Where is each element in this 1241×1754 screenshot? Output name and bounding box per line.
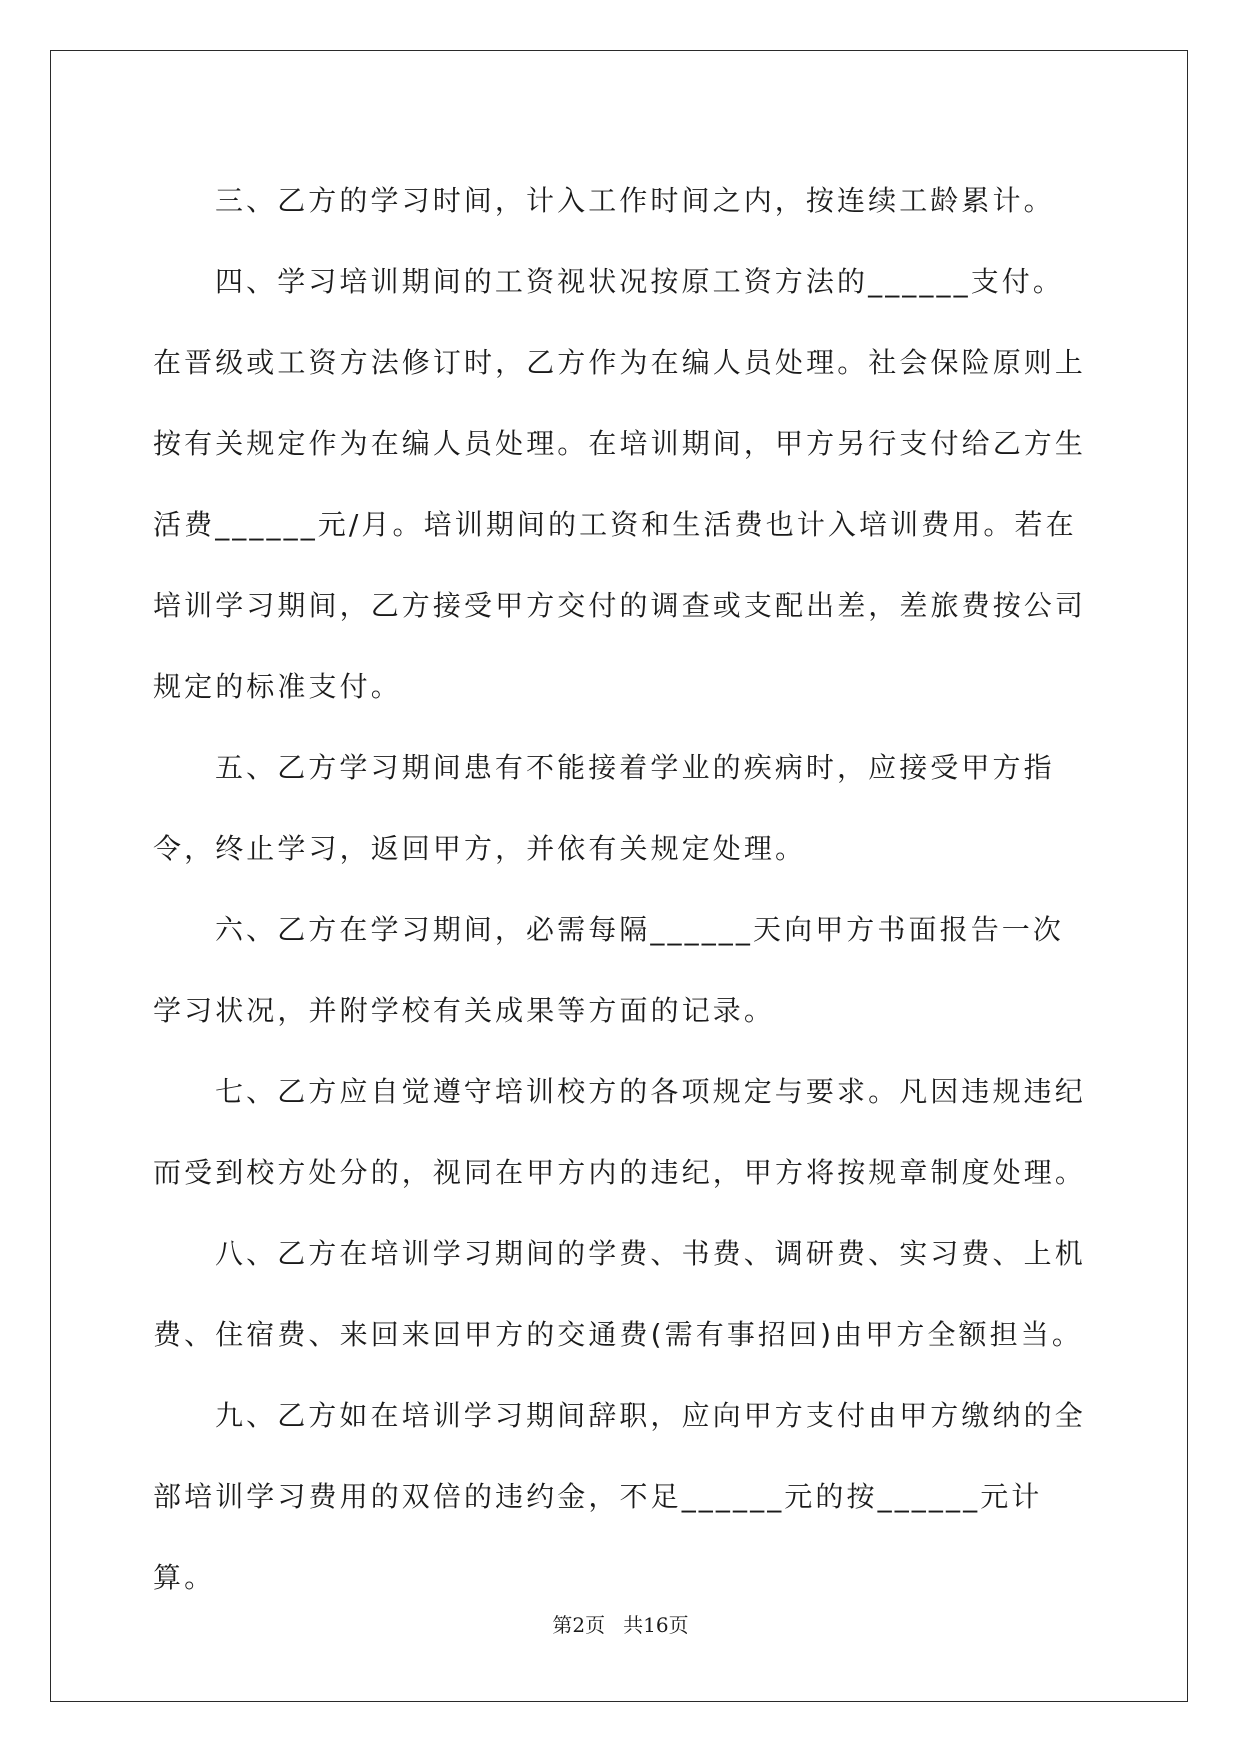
clause-9-paragraph: 九、乙方如在培训学习期间辞职，应向甲方支付由甲方缴纳的全部培训学习费用的双倍的违约金，不足______元的按______元计算。 — [153, 1399, 1086, 1594]
clause-3-paragraph: 三、乙方的学习时间，计入工作时间之内，按连续工龄累计。 — [215, 184, 1055, 217]
document-body — [153, 160, 1090, 1618]
clause-5-paragraph: 五、乙方学习期间患有不能接着学业的疾病时，应接受甲方指令，终止学习，返回甲方，并依有关规定处理。 — [153, 751, 1055, 865]
clause-6-paragraph: 六、乙方在学习期间，必需每隔______天向甲方书面报告一次学习状况，并附学校有关成果等方面的记录。 — [153, 913, 1065, 1027]
total-pages: 共16页 — [623, 1613, 689, 1637]
clause-8-paragraph: 八、乙方在培训学习期间的学费、书费、调研费、实习费、上机费、住宿费、来回来回甲方的交通费(需有事招回)由甲方全额担当。 — [153, 1237, 1086, 1351]
page-footer — [0, 1612, 1241, 1638]
page-number: 第2页 — [552, 1613, 606, 1637]
clause-7-paragraph: 七、乙方应自觉遵守培训校方的各项规定与要求。凡因违规违纪而受到校方处分的，视同在甲方内的违纪，甲方将按规章制度处理。 — [153, 1075, 1087, 1189]
clause-4-paragraph: 四、学习培训期间的工资视状况按原工资方法的______支付。在晋级或工资方法修订时，乙方作为在编人员处理。社会保险原则上按有关规定作为在编人员处理。在培训期间，甲方另行支付给乙方生活费______元/月。培训期间的工资和生活费也计入培训费用。若在培训学习期间，乙方接受甲方交付的调查或支配出差，差旅费按公司规定的标准支付。 — [153, 265, 1087, 703]
